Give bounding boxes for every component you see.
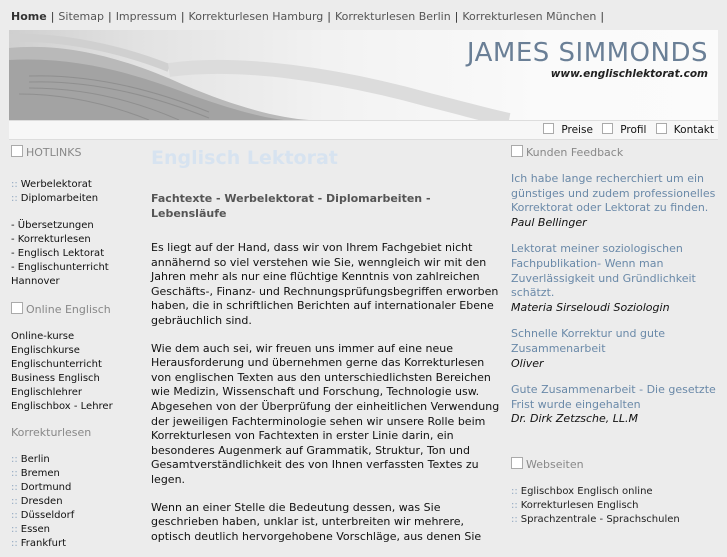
feedback-text[interactable]: Lektorat meiner soziologischen Fachpublikation- Wenn man Zuverlässigkeit und Gründlichkeit schätzt. xyxy=(511,242,696,300)
page-subtitle: Fachtexte - Werbelektorat - Diplomarbeiten - Lebensläufe xyxy=(151,192,431,220)
list-item[interactable]: - Übersetzungen xyxy=(11,220,94,231)
list-item[interactable]: Online-kurse xyxy=(11,331,75,342)
list-item[interactable]: Englischkurse xyxy=(11,345,80,356)
site-url: www.englischlektorat.com xyxy=(550,68,708,80)
left-sidebar xyxy=(11,145,141,551)
feedback-author: Paul Bellinger xyxy=(511,215,587,229)
main-content xyxy=(151,145,507,557)
list-item[interactable]: :: Berlin xyxy=(11,454,50,465)
list-item[interactable]: :: Diplomarbeiten xyxy=(11,193,99,204)
webseiten-heading: Webseiten xyxy=(511,457,716,471)
list-item[interactable]: - Englischunterricht xyxy=(11,262,109,273)
nav-sitemap[interactable]: Sitemap xyxy=(58,10,104,23)
right-sidebar xyxy=(511,145,716,527)
list-item[interactable]: Business Englisch xyxy=(11,373,100,384)
feedback-text[interactable]: Ich habe lange recherchiert um ein günstiges und zudem professionelles Korrektorat oder Lektorat zu finden. xyxy=(511,172,716,215)
page-title: Englisch Lektorat xyxy=(151,147,338,169)
list-item[interactable]: :: Dortmund xyxy=(11,482,72,493)
brand-name: JAMES SIMMONDS xyxy=(466,38,708,68)
list-item[interactable]: :: Dresden xyxy=(11,496,63,507)
body-paragraph: Es liegt auf der Hand, dass wir von Ihrem Fachgebiet nicht annähernd so viel verstehen wie Sie, wenngleich wir mit den Jahren mehr als nur eine flüchtige Kenntnis von zahlreichen Geschäfts-, Finanz- und Rechnungsprüfungsbegriffen erworben haben, die in schriftlichen Berichten auf internationaler Ebene gebräuchlich sind. xyxy=(151,241,499,327)
bullet-box-icon xyxy=(656,123,667,134)
list-item[interactable]: - Englisch Lektorat xyxy=(11,248,105,259)
online-list xyxy=(11,330,141,414)
feedback-author: Oliver xyxy=(511,356,544,370)
feedback-author: Dr. Dirk Zetzsche, LL.M xyxy=(511,412,639,426)
nav-impressum[interactable]: Impressum xyxy=(115,10,177,23)
feedback-author: Materia Sirseloudi Soziologin xyxy=(511,300,670,314)
bullet-box-icon xyxy=(511,457,523,469)
link-preise[interactable]: Preise xyxy=(561,124,593,136)
bullet-box-icon xyxy=(511,145,523,157)
list-item[interactable]: Englischlehrer xyxy=(11,387,83,398)
header-banner xyxy=(9,30,718,120)
feedback-text[interactable]: Schnelle Korrektur und gute Zusammenarbeit xyxy=(511,327,666,355)
body-paragraph: Wie dem auch sei, wir freuen uns immer auf eine neue Herausforderung und übernehmen gerne das Korrekturlesen von englischen Texten aus den unterschiedlichsten Bereichen wie Medizin, Wissenschaft und Forschung, Technologie usw. Abgesehen von der Überprüfung der einheitlichen Verwendung der jeweiligen Fachterminologie sehen wir unsere Rolle beim Korrekturlesen von Fachtexten in erster Linie darin, ein besonderes Augenmerk auf Grammatik, Struktur, Ton und Gesamtverständlichkeit des von Ihnen verfassten Textes zu legen. xyxy=(151,341,500,486)
list-item[interactable]: :: Sprachzentrale - Sprachschulen xyxy=(511,513,680,525)
feedback-list xyxy=(511,172,716,427)
list-item[interactable]: :: Bremen xyxy=(11,468,60,479)
nav-korrekturlesen-hamburg[interactable]: Korrekturlesen Hamburg xyxy=(188,10,324,23)
utility-bar xyxy=(9,120,718,140)
korrekturlesen-heading: Korrekturlesen xyxy=(11,426,92,439)
list-item[interactable]: Englischunterricht xyxy=(11,359,102,370)
bullet-box-icon xyxy=(11,302,23,314)
websites-list xyxy=(511,485,716,527)
list-item[interactable]: :: Korrekturlesen Englisch xyxy=(511,499,639,511)
top-navigation: Home | Sitemap | Impressum | Korrekturlesen Hamburg | Korrekturlesen Berlin | Korrekturlesen München | xyxy=(11,10,605,23)
list-item[interactable]: - Korrekturlesen xyxy=(11,234,91,245)
body-paragraph: Wenn an einer Stelle die Bedeutung dessen, was Sie geschrieben haben, unklar ist, unterbreiten wir mehrere, optisch deutlich hervorgehobene Vorschläge, aus denen Sie xyxy=(151,500,482,543)
bullet-box-icon xyxy=(543,123,554,134)
bullet-box-icon xyxy=(11,145,23,157)
link-kontakt[interactable]: Kontakt xyxy=(673,124,714,136)
list-item[interactable]: :: Eglischbox Englisch online xyxy=(511,485,653,497)
hotlinks-heading: HOTLINKS xyxy=(11,145,141,159)
list-item[interactable]: :: Düsseldorf xyxy=(11,510,75,521)
nav-korrekturlesen-berlin[interactable]: Korrekturlesen Berlin xyxy=(335,10,451,23)
nav-home[interactable]: Home xyxy=(11,10,47,23)
link-profil[interactable]: Profil xyxy=(620,124,647,136)
list-item[interactable]: :: Frankfurt xyxy=(11,538,67,549)
feedback-text[interactable]: Gute Zusammenarbeit - Die gesetzte Frist wurde eingehalten xyxy=(511,383,716,411)
list-item[interactable]: :: Werbelektorat xyxy=(11,179,92,190)
cities-list xyxy=(11,453,141,551)
services-list xyxy=(11,219,141,289)
kunden-feedback-heading: Kunden Feedback xyxy=(511,145,716,159)
bullet-box-icon xyxy=(602,123,613,134)
list-item[interactable]: Hannover xyxy=(11,276,60,287)
nav-korrekturlesen-muenchen[interactable]: Korrekturlesen München xyxy=(462,10,597,23)
online-englisch-heading: Online Englisch xyxy=(11,302,141,316)
hotlinks-list xyxy=(11,178,141,206)
list-item[interactable]: :: Essen xyxy=(11,524,50,535)
list-item[interactable]: Englischbox - Lehrer xyxy=(11,401,113,412)
